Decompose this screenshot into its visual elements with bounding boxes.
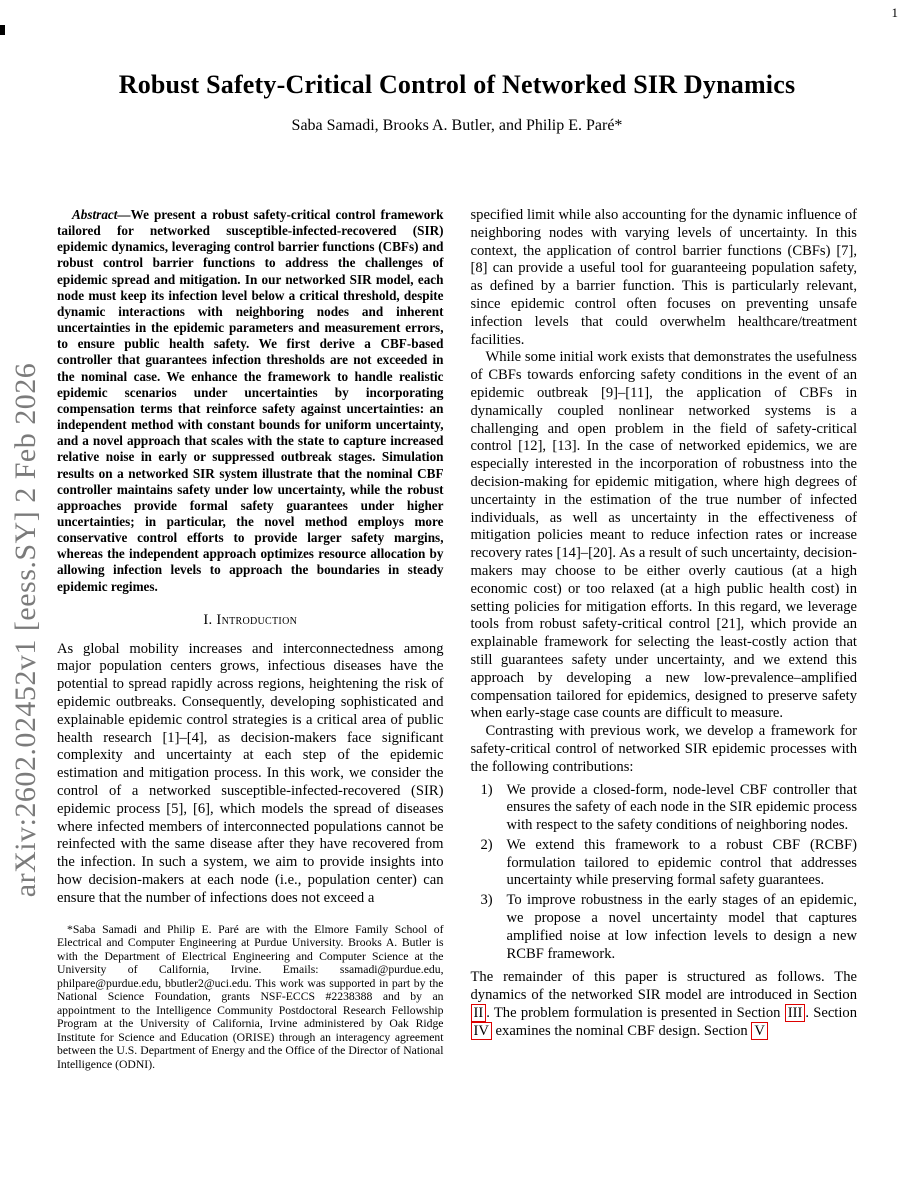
list-item-text: To improve robustness in the early stages of an epidemic, we propose a novel uncertainty model that captures amplified noise at low infection levels to design a new RCBF framework. xyxy=(506,892,857,962)
paper-authors: Saba Samadi, Brooks A. Butler, and Philip E. Paré* xyxy=(291,117,623,134)
two-column-body xyxy=(0,207,914,1071)
left-column xyxy=(57,207,444,1071)
right-column xyxy=(471,207,858,1071)
paper-outline-paragraph xyxy=(471,969,858,1040)
paper-header xyxy=(0,0,914,135)
abstract xyxy=(57,207,444,595)
list-item xyxy=(481,782,858,835)
list-item-number: 1) xyxy=(480,781,493,798)
section-ref-link-II[interactable]: II xyxy=(471,1004,487,1022)
list-item-number: 2) xyxy=(480,836,493,853)
outline-text: examines the nominal CBF design. Section xyxy=(491,1022,752,1039)
outline-text: . The problem formulation is presented in Section xyxy=(486,1005,785,1022)
abstract-label: Abstract— xyxy=(72,207,131,222)
intro-paragraph: As global mobility increases and interconnectedness among major population centers grows, infectious diseases have the potential to spread rapidly across regions, heightening the risk of epidemic outbreaks. Consequently, developing sophisticated and explainable epidemic control strategies is a critical area of public health research [1]–[4], as decision-makers face significant complexity and uncertainty at each step of the epidemic estimation and mitigation process. In this work, we consider the control of a networked susceptible-infected-recovered (SIR) epidemic process [5], [6], which models the spread of diseases where infected members of interconnected populations cannot be reinfected with the same disease after they have recovered from the infection. In such a system, we aim to provide insights into how decision-makers at each node (i.e., population center) can ensure that the number of infections does not exceed a xyxy=(57,640,444,906)
paper-title: Robust Safety-Critical Control of Networked SIR Dynamics xyxy=(118,70,796,99)
scan-edge-artifact xyxy=(0,25,5,35)
list-item-text: We provide a closed-form, node-level CBF controller that ensures the safety of each node in the SIR epidemic process with respect to the safety conditions of neighboring nodes. xyxy=(506,781,857,834)
list-item xyxy=(481,892,858,963)
outline-text: The remainder of this paper is structured as follows. The dynamics of the networked SIR model are introduced in Section xyxy=(470,969,857,1004)
list-item-number: 3) xyxy=(480,892,493,909)
section-ref-link-IV[interactable]: IV xyxy=(471,1022,492,1040)
right-paragraph-2: While some initial work exists that demonstrates the usefulness of CBFs towards enforcing safety conditions in the event of an epidemic outbreak [9]–[11], the application of CBFs in dynamically coupled nonlinear networked systems is a challenging and open problem in the field of safety-critical control [12], [13]. In the case of networked epidemics, we are especially interested in the incorporation of robustness into the decision-making for epidemic mitigation, where high degrees of uncertainty in the estimation of the true number of infected individuals, as well as uncertainty in the effectiveness of mitigation policies meant to reduce infection rates or increase recovery rates [14]–[20]. As a result of such uncertainty, decision-makers may choose to be either overly cautious (at a high economic cost) or too relaxed (at a high public health cost) in setting policies for mitigation efforts. In this regard, we leverage tools from robust safety-critical control [21], which provide an explainable framework for selecting the least-costly action that still guarantees safety under uncertainty, and we extend this approach by developing a new low-prevalence–amplified compensation tailored for epidemics, designed to preserve safety when early-stage case counts are difficult to measure. xyxy=(470,349,857,722)
right-paragraph-3: Contrasting with previous work, we develop a framework for safety-critical control of networked SIR epidemic processes with the following contributions: xyxy=(470,723,857,775)
section-ref-link-III[interactable]: III xyxy=(785,1004,806,1022)
section-ref-link-V[interactable]: V xyxy=(751,1022,768,1040)
author-footnote: *Saba Samadi and Philip E. Paré are with the Elmore Family School of Electrical and Computer Engineering at Purdue University. Brooks A. Butler is with the Department of Electrical Engineering and Computer Science at the University of California, Irvine. Emails: ssamadi@purdue.edu, philpare@purdue.edu, bbutler2@uci.edu. This work was supported in part by the National Science Foundation, grants NSF-ECCS #2238388 and by an appointment to the Intelligence Community Postdoctoral Research Fellowship Program at the University of California, Irvine administered by Oak Ridge Institute for Science and Education (ORISE) through an interagency agreement between the U.S. Department of Energy and the Office of the Director of National Intelligence (ODNI). xyxy=(57,922,444,1071)
list-item-text: We extend this framework to a robust CBF (RCBF) formulation tailored to epidemic control that addresses uncertainty while preserving formal safety guarantees. xyxy=(506,836,857,889)
page-number: 1 xyxy=(891,5,898,20)
right-paragraph-1: specified limit while also accounting for the dynamic influence of neighboring nodes with varying levels of uncertainty. In this context, the application of control barrier functions (CBFs) [7], [8] can provide a useful tool for guaranteeing population safety, as defined by a barrier function. This is particularly relevant, since epidemic control often focuses on preventing unsafe infection levels that could overwhelm healthcare/treatment facilities. xyxy=(470,207,857,348)
outline-text: . Section xyxy=(805,1005,857,1022)
arxiv-watermark: arXiv:2602.02452v1 [eess.SY] 2 Feb 2026 xyxy=(9,362,42,898)
abstract-text: We present a robust safety-critical control framework tailored for networked susceptible-infected-recovered (SIR) epidemic dynamics, leveraging control barrier functions (CBFs) and robust control barrier functions to address the challenges of epidemic spread and mitigation. In our networked SIR model, each node must keep its infection level below a critical threshold, despite dynamic interactions with neighboring nodes and inherent uncertainties in the epidemic parameters and measurement errors, to ensure public health safety. We first derive a CBF-based controller that guarantees infection thresholds are not exceeded in the nominal case. We enhance the framework to handle realistic epidemic scenarios under uncertainties by incorporating compensation terms that reinforce safety against uncertainties: an independent method with constant bounds for uniform uncertainty, and a novel approach that scales with the state to capture increased relative noise in early or suppressed outbreak stages. Simulation results on a networked SIR system illustrate that the nominal CBF controller maintains safety under low uncertainty, while the robust approaches provide formal safety guarantees under higher uncertainties; in particular, the novel method employs more conservative control efforts to provide larger safety margins, whereas the independent approach optimizes resource allocation by allowing infection levels to approach the boundaries in steady epidemic regimes. xyxy=(57,207,444,594)
list-item xyxy=(481,837,858,890)
contributions-list xyxy=(471,782,858,964)
section-heading-introduction: I. Introduction xyxy=(203,611,298,628)
